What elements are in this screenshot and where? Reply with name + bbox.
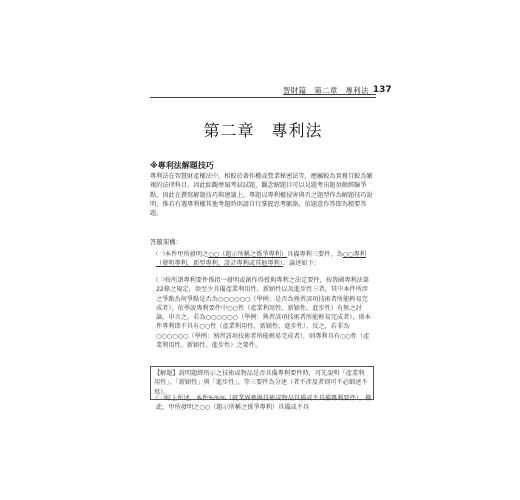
section-heading: ※專利法解題技巧 bbox=[150, 161, 214, 170]
point-1-patent-types: ○○專利（發明專利、新型專利、設計專利或其他專利） bbox=[156, 251, 366, 268]
running-header-breadcrumb: 智財篇 第二章 專利法 bbox=[283, 85, 369, 95]
point-3-marker: (三) bbox=[156, 395, 165, 401]
point-1-placeholder: ○○（題示所稱之係爭專利） bbox=[208, 251, 288, 258]
page-number: 137 bbox=[372, 85, 392, 95]
header-rule bbox=[150, 97, 376, 98]
answer-structure-heading: 答題架構： bbox=[150, 238, 182, 246]
running-header bbox=[283, 82, 392, 98]
note-label: 【解題】 bbox=[154, 370, 179, 377]
point-1-line2b: ，論述如下： bbox=[282, 260, 320, 268]
chapter-title: 第二章 專利法 bbox=[203, 121, 323, 140]
point-2-text: 按所謂專利要件係指一發明或創作得授與專利之法定要件，按我國專利法第22條之規定，須至少具備產業利用性、新穎性以及進步性三者，其中本件所涉之爭點為何爭點是否為○○○○○○（學例：是否為熟習該項技術者所能輕易完成者），依學說專利要件中○○性（產業利用性、新穎性、進步性）有無之討論，申言之，若為○○○○○○（學例：熟習該項技術者所能輕易完成者），則本件專利即不具有○○性（產業利用性、新穎性、進步性），反之，若非為○○○○○○（學例：熟習該項技術者所能輕易完成者），則專利具有○○性（產業利用性、新穎性、進步性）之要件。 bbox=[156, 277, 371, 350]
point-3-text: 綜上所述，本件%%%（就業界參與技術或物品具備或不具備專利要件），據此，甲所發明之○○（題示所稱之係爭專利）具備或不具 bbox=[156, 395, 372, 412]
point-1-marker: (一) bbox=[156, 251, 165, 257]
note-text: 說明題經所示之技術或物品是否具備專利要件時，可先說明「產業利用性」、「新穎性」與「進步性」，等三要件為分述（者不涉及者則可不必細述不寫）。 bbox=[154, 370, 368, 396]
answer-point-3 bbox=[156, 394, 374, 413]
point-1-tail: 具備專利三要件， bbox=[287, 251, 337, 258]
answer-point-2 bbox=[156, 276, 374, 350]
point-1-line2a: 為 bbox=[336, 251, 343, 258]
answer-point-1 bbox=[156, 250, 374, 269]
point-2-marker: (二) bbox=[156, 277, 165, 283]
point-1-lead: 本件甲所發明之 bbox=[164, 251, 209, 258]
intro-paragraph: 專利法在智慧財產權法中，相較於著作權或營業秘密法等，應屬較為實務且較為繁複的法律科目，因此綜觀歷屆考試試題，觀念解題目可以見題考出題須頗經驗爭點，因此在撰寫解題技巧與建議上，專題以專利權侵害與否之題型作為解題技巧說明，惟若有遇專利權其他考題時則請自行掌握思考脈絡，依題意作答即為精要答題。 bbox=[150, 173, 373, 218]
header-rule-short bbox=[283, 94, 376, 95]
